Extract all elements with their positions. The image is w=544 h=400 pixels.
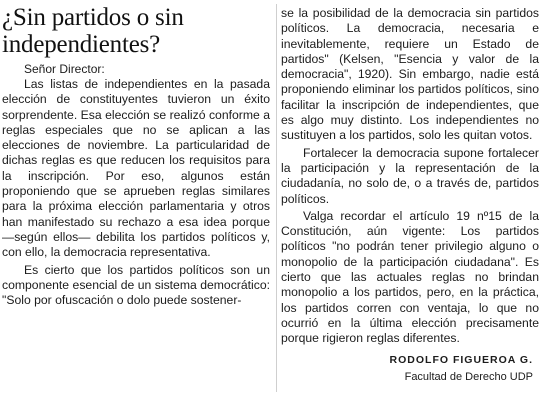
left-column xyxy=(2,0,270,400)
paragraph: Las listas de independientes en la pasada elección de constituyentes tuvieron un éxito sorprendente. Esa elección se realizó conforme a reglas especiales que no se aplican a las elecciones de noviembre. La particularidad de dichas reglas es que reducen los requisitos para la inscripción. Por eso, algunos están proponiendo que se aprueben reglas similares para la próxima elección parlamentaria y otros han manifestado su rechazo a esa idea porque —según ellos— debilita los partidos políticos y, con ello, la democracia representativa. xyxy=(2,77,270,260)
paragraph: se la posibilidad de la democracia sin partidos políticos. La democracia, necesaria e inevitablemente, requiere un Estado de partidos" (Kelsen, "Esencia y valor de la democracia", 1920). Sin embargo, nadie está proponiendo eliminar los partidos políticos, sino facilitar la inscripción de independientes, que es algo muy distinto. Los independientes no sustituyen a los partidos, solo les quitan votos. xyxy=(281,6,539,143)
right-body xyxy=(281,0,539,347)
right-column xyxy=(281,0,539,400)
paragraph: Es cierto que los partidos políticos son un componente esencial de un sistema democrático: "Solo por ofuscación o dolo puede sostener- xyxy=(2,262,270,308)
author-affiliation: Facultad de Derecho UDP xyxy=(404,370,533,383)
column-divider xyxy=(276,4,277,392)
left-body xyxy=(2,77,270,308)
author-name: RODOLFO FIGUEROA G. xyxy=(389,353,533,366)
signature-block xyxy=(281,354,539,384)
salutation: Señor Director: xyxy=(24,62,105,76)
letter-title: ¿Sin partidos o sin independientes? xyxy=(2,4,184,58)
paragraph: Valga recordar el artículo 19 nº15 de la Constitución, aún vigente: Los partidos políticos "no podrán tener privilegio alguno o monopolio de la participación ciudadana". Es cierto que las actuales reglas no brindan monopolio a los partidos, pero, en la práctica, los partidos corren con ventaja, lo que no ocurrió en la última elección precisamente porque rigieron reglas diferentes. xyxy=(281,208,539,346)
paragraph: Fortalecer la democracia supone fortalecer la participación y la representación de la ciudadanía, no solo de, o a través de, partidos políticos. xyxy=(281,145,539,206)
